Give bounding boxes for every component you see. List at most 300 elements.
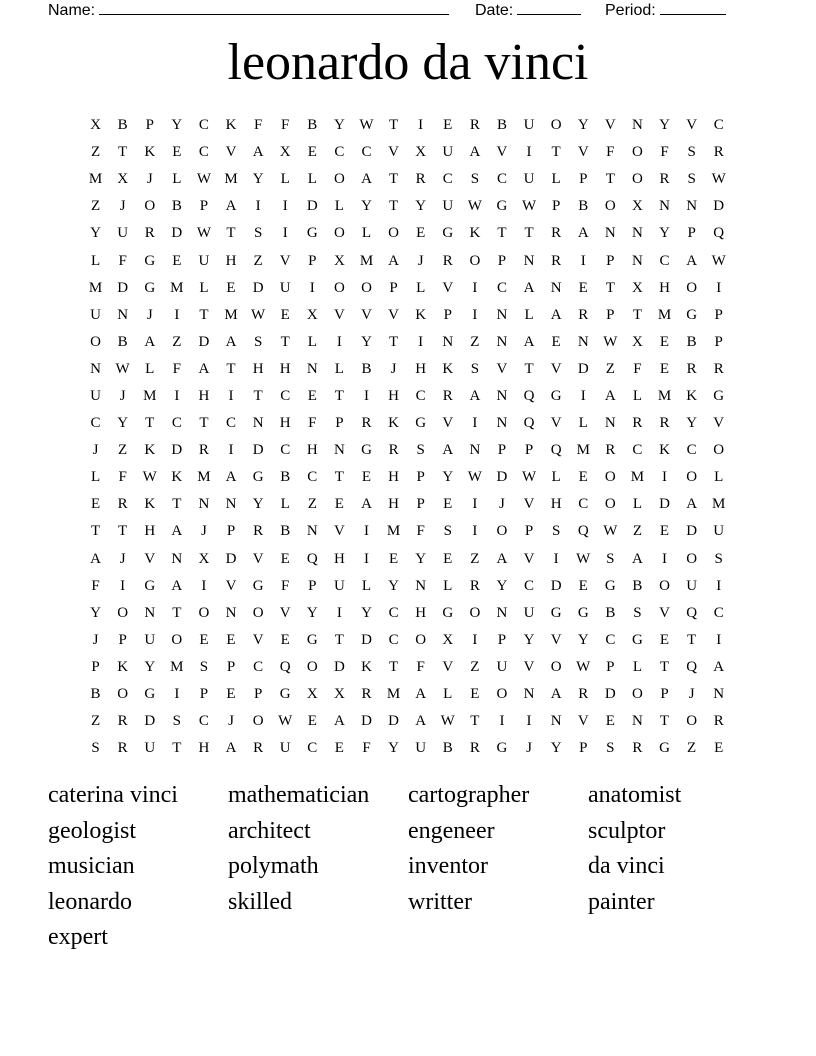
grid-letter[interactable]: T	[253, 387, 263, 404]
grid-letter[interactable]: C	[713, 604, 724, 621]
grid-letter[interactable]: S	[91, 740, 100, 757]
grid-letter[interactable]: C	[496, 171, 507, 188]
grid-letter[interactable]: G	[144, 252, 156, 269]
grid-letter[interactable]: U	[496, 658, 508, 675]
grid-letter[interactable]: D	[252, 442, 264, 459]
grid-letter[interactable]: C	[307, 740, 318, 757]
grid-letter[interactable]: V	[442, 279, 454, 296]
grid-letter[interactable]: E	[578, 577, 588, 594]
grid-letter[interactable]: R	[361, 686, 372, 703]
grid-letter[interactable]: F	[308, 415, 317, 432]
grid-letter[interactable]: G	[686, 306, 698, 323]
grid-letter[interactable]: Q	[279, 658, 291, 675]
grid-letter[interactable]: L	[280, 171, 290, 188]
grid-letter[interactable]: T	[388, 198, 399, 215]
grid-letter[interactable]: C	[388, 631, 399, 648]
grid-letter[interactable]: L	[334, 198, 344, 215]
grid-letter[interactable]: O	[496, 523, 508, 540]
grid-letter[interactable]: O	[686, 713, 698, 730]
grid-letter[interactable]: E	[416, 225, 426, 242]
grid-letter[interactable]: U	[279, 740, 291, 757]
grid-letter[interactable]: A	[713, 658, 725, 675]
grid-letter[interactable]: N	[577, 333, 589, 350]
grid-letter[interactable]: V	[550, 415, 562, 432]
grid-letter[interactable]: C	[226, 415, 237, 432]
grid-letter[interactable]: E	[443, 550, 453, 567]
grid-letter[interactable]: H	[279, 360, 291, 377]
grid-letter[interactable]: L	[90, 469, 101, 486]
grid-letter[interactable]: R	[551, 225, 562, 242]
grid-letter[interactable]: A	[415, 713, 427, 730]
grid-letter[interactable]: R	[469, 577, 480, 594]
grid-letter[interactable]: N	[604, 225, 616, 242]
grid-letter[interactable]: I	[228, 442, 234, 459]
grid-letter[interactable]: N	[496, 306, 508, 323]
grid-letter[interactable]: D	[171, 225, 183, 242]
grid-letter[interactable]: P	[606, 306, 615, 323]
grid-letter[interactable]: D	[117, 279, 129, 296]
grid-letter[interactable]: Z	[470, 333, 480, 350]
grid-letter[interactable]: I	[499, 713, 505, 730]
grid-letter[interactable]: L	[280, 496, 290, 513]
grid-letter[interactable]: F	[172, 360, 181, 377]
grid-letter[interactable]: I	[255, 198, 261, 215]
grid-letter[interactable]: S	[606, 740, 615, 757]
grid-letter[interactable]: C	[578, 496, 589, 513]
grid-letter[interactable]: R	[713, 713, 724, 730]
grid-letter[interactable]: A	[333, 713, 345, 730]
grid-letter[interactable]: J	[499, 496, 505, 513]
grid-letter[interactable]: T	[90, 523, 101, 540]
grid-letter[interactable]: V	[252, 550, 264, 567]
grid-letter[interactable]: K	[469, 225, 481, 242]
grid-letter[interactable]: Y	[523, 631, 535, 648]
grid-letter[interactable]: O	[469, 604, 481, 621]
grid-letter[interactable]: O	[686, 469, 698, 486]
grid-letter[interactable]: I	[580, 252, 586, 269]
grid-letter[interactable]: R	[117, 713, 128, 730]
grid-letter[interactable]: E	[443, 117, 453, 134]
grid-letter[interactable]: M	[143, 387, 157, 404]
grid-letter[interactable]: T	[334, 387, 344, 404]
grid-letter[interactable]: E	[578, 469, 588, 486]
grid-letter[interactable]: W	[467, 198, 482, 215]
grid-letter[interactable]: Y	[333, 117, 345, 134]
grid-letter[interactable]: E	[659, 523, 670, 540]
grid-letter[interactable]: A	[469, 144, 481, 161]
grid-letter[interactable]: Y	[306, 604, 318, 621]
grid-letter[interactable]: J	[119, 387, 126, 404]
grid-letter[interactable]: W	[711, 252, 726, 269]
grid-letter[interactable]: P	[606, 658, 615, 675]
grid-letter[interactable]: E	[578, 279, 588, 296]
grid-letter[interactable]: D	[496, 469, 508, 486]
grid-letter[interactable]: B	[578, 198, 589, 215]
grid-letter[interactable]: S	[416, 442, 425, 459]
grid-letter[interactable]: I	[472, 496, 478, 513]
grid-letter[interactable]: T	[118, 144, 128, 161]
grid-letter[interactable]: T	[172, 740, 182, 757]
grid-letter[interactable]: B	[280, 523, 291, 540]
grid-letter[interactable]: D	[306, 198, 318, 215]
grid-letter[interactable]: I	[120, 577, 126, 594]
grid-letter[interactable]: U	[713, 523, 725, 540]
grid-letter[interactable]: L	[361, 225, 372, 242]
grid-letter[interactable]: N	[306, 523, 318, 540]
grid-letter[interactable]: A	[632, 550, 643, 567]
grid-letter[interactable]: H	[306, 442, 318, 459]
grid-letter[interactable]: V	[442, 658, 454, 675]
grid-letter[interactable]: C	[632, 442, 643, 459]
grid-letter[interactable]: A	[90, 550, 101, 567]
grid-letter[interactable]: V	[333, 523, 345, 540]
grid-letter[interactable]: R	[469, 117, 480, 134]
grid-letter[interactable]: W	[521, 198, 537, 215]
grid-letter[interactable]: R	[442, 252, 453, 269]
grid-letter[interactable]: E	[307, 713, 317, 730]
grid-letter[interactable]: M	[88, 279, 103, 296]
grid-letter[interactable]: A	[686, 496, 698, 513]
grid-letter[interactable]: I	[282, 225, 288, 242]
grid-letter[interactable]: O	[90, 333, 101, 350]
grid-letter[interactable]: X	[333, 686, 345, 703]
grid-letter[interactable]: N	[171, 550, 183, 567]
grid-letter[interactable]: G	[577, 604, 589, 621]
grid-letter[interactable]: A	[225, 740, 237, 757]
grid-letter[interactable]: M	[657, 306, 672, 323]
grid-letter[interactable]: W	[576, 550, 591, 567]
grid-letter[interactable]: N	[225, 496, 237, 513]
grid-letter[interactable]: G	[252, 577, 264, 594]
grid-letter[interactable]: S	[470, 360, 480, 377]
grid-letter[interactable]: W	[521, 469, 537, 486]
name-blank-line[interactable]	[99, 0, 449, 15]
grid-letter[interactable]: B	[361, 360, 372, 377]
grid-letter[interactable]: J	[146, 171, 153, 188]
grid-letter[interactable]: I	[580, 387, 586, 404]
grid-letter[interactable]: I	[662, 550, 668, 567]
grid-letter[interactable]: L	[416, 279, 426, 296]
grid-letter[interactable]: C	[496, 279, 507, 296]
grid-letter[interactable]: S	[606, 550, 615, 567]
grid-letter[interactable]: E	[443, 496, 453, 513]
grid-letter[interactable]: G	[496, 740, 508, 757]
grid-letter[interactable]: O	[496, 686, 508, 703]
grid-letter[interactable]: B	[496, 117, 507, 134]
grid-letter[interactable]: E	[280, 631, 290, 648]
grid-letter[interactable]: Z	[90, 198, 101, 215]
grid-letter[interactable]: M	[630, 469, 645, 486]
grid-letter[interactable]: B	[171, 198, 182, 215]
grid-letter[interactable]: R	[551, 252, 562, 269]
grid-letter[interactable]: O	[686, 279, 698, 296]
grid-letter[interactable]: G	[659, 740, 670, 757]
grid-letter[interactable]: Y	[388, 577, 399, 594]
grid-letter[interactable]: J	[92, 442, 99, 459]
grid-letter[interactable]: C	[659, 252, 670, 269]
grid-letter[interactable]: D	[713, 198, 725, 215]
grid-letter[interactable]: G	[604, 577, 616, 594]
grid-letter[interactable]: C	[90, 415, 101, 432]
grid-letter[interactable]: P	[551, 198, 561, 215]
grid-letter[interactable]: N	[442, 333, 454, 350]
grid-letter[interactable]: O	[550, 658, 562, 675]
grid-letter[interactable]: K	[144, 442, 156, 459]
grid-letter[interactable]: R	[578, 686, 589, 703]
grid-letter[interactable]: D	[577, 360, 589, 377]
grid-letter[interactable]: S	[633, 604, 642, 621]
grid-letter[interactable]: R	[388, 442, 399, 459]
grid-letter[interactable]: Q	[523, 415, 535, 432]
grid-letter[interactable]: U	[144, 740, 156, 757]
grid-letter[interactable]: V	[388, 306, 399, 323]
grid-letter[interactable]: W	[278, 713, 293, 730]
grid-letter[interactable]: P	[443, 306, 452, 323]
grid-letter[interactable]: B	[632, 577, 643, 594]
grid-letter[interactable]: D	[198, 333, 210, 350]
grid-letter[interactable]: O	[144, 198, 156, 215]
grid-letter[interactable]: M	[170, 279, 184, 296]
grid-letter[interactable]: V	[252, 631, 264, 648]
grid-letter[interactable]: I	[363, 550, 369, 567]
grid-letter[interactable]: C	[686, 442, 697, 459]
grid-letter[interactable]: N	[523, 686, 535, 703]
grid-letter[interactable]: Z	[470, 550, 480, 567]
grid-letter[interactable]: K	[388, 415, 399, 432]
grid-letter[interactable]: A	[144, 333, 156, 350]
grid-letter[interactable]: X	[306, 306, 318, 323]
grid-letter[interactable]: X	[442, 631, 454, 648]
grid-letter[interactable]: G	[306, 631, 318, 648]
grid-letter[interactable]: L	[632, 496, 642, 513]
grid-letter[interactable]: T	[118, 523, 128, 540]
grid-letter[interactable]: V	[577, 713, 589, 730]
grid-letter[interactable]: I	[472, 415, 478, 432]
grid-letter[interactable]: K	[442, 360, 454, 377]
grid-letter[interactable]: V	[659, 604, 670, 621]
grid-letter[interactable]: R	[713, 360, 724, 377]
grid-letter[interactable]: E	[361, 469, 372, 486]
grid-letter[interactable]: H	[388, 496, 399, 513]
grid-letter[interactable]: C	[198, 117, 209, 134]
grid-letter[interactable]: D	[144, 713, 156, 730]
grid-letter[interactable]: I	[282, 198, 288, 215]
grid-letter[interactable]: A	[415, 686, 427, 703]
grid-letter[interactable]: B	[90, 686, 101, 703]
grid-letter[interactable]: U	[442, 198, 454, 215]
grid-letter[interactable]: F	[281, 577, 290, 594]
grid-letter[interactable]: H	[415, 360, 427, 377]
grid-letter[interactable]: O	[415, 631, 427, 648]
grid-letter[interactable]: T	[687, 631, 697, 648]
grid-letter[interactable]: T	[145, 415, 155, 432]
grid-letter[interactable]: E	[334, 496, 344, 513]
grid-letter[interactable]: Z	[90, 144, 101, 161]
grid-letter[interactable]: T	[388, 333, 399, 350]
grid-letter[interactable]: U	[523, 171, 535, 188]
grid-letter[interactable]: O	[632, 686, 643, 703]
grid-letter[interactable]: A	[361, 171, 372, 188]
grid-letter[interactable]: L	[90, 252, 101, 269]
grid-letter[interactable]: E	[334, 740, 344, 757]
grid-letter[interactable]: V	[523, 550, 535, 567]
grid-letter[interactable]: F	[606, 144, 615, 161]
grid-letter[interactable]: C	[280, 387, 291, 404]
grid-letter[interactable]: E	[659, 333, 670, 350]
grid-letter[interactable]: O	[361, 279, 372, 296]
grid-letter[interactable]: N	[659, 198, 670, 215]
grid-letter[interactable]: L	[307, 333, 317, 350]
grid-letter[interactable]: W	[467, 469, 482, 486]
grid-letter[interactable]: R	[253, 523, 264, 540]
grid-letter[interactable]: I	[472, 631, 478, 648]
grid-letter[interactable]: S	[687, 144, 696, 161]
grid-letter[interactable]: J	[119, 550, 126, 567]
grid-letter[interactable]: O	[333, 171, 345, 188]
grid-letter[interactable]: J	[688, 686, 695, 703]
grid-letter[interactable]: N	[632, 713, 643, 730]
grid-letter[interactable]: N	[632, 117, 643, 134]
grid-letter[interactable]: H	[659, 279, 670, 296]
grid-letter[interactable]: B	[117, 117, 128, 134]
grid-letter[interactable]: K	[686, 387, 698, 404]
grid-letter[interactable]: G	[713, 387, 725, 404]
grid-letter[interactable]: Y	[90, 604, 101, 621]
period-field[interactable]	[605, 0, 726, 20]
grid-letter[interactable]: M	[170, 658, 184, 675]
grid-letter[interactable]: M	[359, 252, 374, 269]
grid-letter[interactable]: F	[281, 117, 290, 134]
grid-letter[interactable]: D	[171, 442, 183, 459]
grid-letter[interactable]: I	[662, 469, 668, 486]
grid-letter[interactable]: H	[333, 550, 345, 567]
grid-letter[interactable]: I	[418, 117, 424, 134]
grid-letter[interactable]: A	[523, 279, 535, 296]
grid-letter[interactable]: H	[388, 469, 399, 486]
grid-letter[interactable]: P	[226, 523, 236, 540]
grid-letter[interactable]: Y	[442, 469, 454, 486]
grid-letter[interactable]: J	[92, 631, 99, 648]
grid-letter[interactable]: N	[469, 442, 481, 459]
grid-letter[interactable]: G	[442, 225, 454, 242]
grid-letter[interactable]: S	[172, 713, 181, 730]
grid-letter[interactable]: N	[144, 604, 156, 621]
grid-letter[interactable]: P	[606, 252, 615, 269]
grid-letter[interactable]: T	[280, 333, 290, 350]
grid-letter[interactable]: I	[174, 306, 180, 323]
grid-letter[interactable]: T	[226, 225, 236, 242]
grid-letter[interactable]: G	[144, 577, 156, 594]
grid-letter[interactable]: V	[333, 306, 345, 323]
grid-letter[interactable]: L	[443, 686, 453, 703]
grid-letter[interactable]: J	[526, 740, 532, 757]
grid-letter[interactable]: Y	[496, 577, 508, 594]
grid-letter[interactable]: Y	[550, 740, 562, 757]
grid-letter[interactable]: Q	[550, 442, 562, 459]
grid-letter[interactable]: L	[551, 171, 561, 188]
grid-letter[interactable]: Q	[686, 658, 698, 675]
grid-letter[interactable]: G	[306, 225, 318, 242]
grid-letter[interactable]: I	[363, 387, 369, 404]
grid-letter[interactable]: F	[91, 577, 100, 594]
grid-letter[interactable]: N	[632, 252, 643, 269]
grid-letter[interactable]: D	[604, 686, 616, 703]
grid-letter[interactable]: E	[280, 306, 290, 323]
grid-letter[interactable]: F	[253, 117, 263, 134]
grid-letter[interactable]: D	[550, 577, 562, 594]
grid-letter[interactable]: T	[388, 658, 399, 675]
grid-letter[interactable]: Z	[605, 360, 615, 377]
grid-letter[interactable]: U	[523, 117, 535, 134]
grid-letter[interactable]: S	[253, 225, 263, 242]
grid-letter[interactable]: V	[279, 604, 291, 621]
grid-letter[interactable]: P	[118, 631, 127, 648]
grid-letter[interactable]: O	[550, 117, 562, 134]
grid-letter[interactable]: E	[659, 631, 670, 648]
grid-letter[interactable]: O	[686, 550, 698, 567]
grid-letter[interactable]: O	[333, 279, 345, 296]
grid-letter[interactable]: N	[306, 360, 318, 377]
grid-letter[interactable]: R	[659, 415, 670, 432]
grid-letter[interactable]: N	[550, 279, 562, 296]
grid-letter[interactable]: J	[417, 252, 424, 269]
grid-letter[interactable]: A	[604, 387, 616, 404]
grid-letter[interactable]: G	[415, 415, 427, 432]
grid-letter[interactable]: A	[550, 686, 562, 703]
grid-letter[interactable]: T	[172, 496, 182, 513]
grid-letter[interactable]: J	[201, 523, 207, 540]
grid-letter[interactable]: K	[659, 442, 670, 459]
grid-letter[interactable]: N	[198, 496, 210, 513]
grid-letter[interactable]: I	[336, 333, 342, 350]
grid-letter[interactable]: J	[146, 306, 153, 323]
grid-letter[interactable]: R	[659, 171, 670, 188]
grid-letter[interactable]: N	[333, 442, 345, 459]
grid-letter[interactable]: K	[361, 658, 372, 675]
grid-letter[interactable]: Y	[361, 333, 372, 350]
grid-letter[interactable]: C	[334, 144, 345, 161]
grid-letter[interactable]: O	[388, 225, 399, 242]
grid-letter[interactable]: T	[199, 306, 209, 323]
grid-letter[interactable]: E	[172, 144, 182, 161]
grid-letter[interactable]: Y	[252, 496, 264, 513]
grid-letter[interactable]: Y	[252, 171, 264, 188]
grid-letter[interactable]: V	[604, 117, 616, 134]
grid-letter[interactable]: P	[660, 686, 669, 703]
grid-letter[interactable]: P	[524, 442, 534, 459]
grid-letter[interactable]: Y	[686, 415, 698, 432]
grid-letter[interactable]: R	[713, 144, 724, 161]
grid-letter[interactable]: A	[361, 496, 372, 513]
grid-letter[interactable]: A	[225, 333, 237, 350]
grid-letter[interactable]: O	[333, 225, 345, 242]
grid-letter[interactable]: P	[714, 306, 723, 323]
grid-letter[interactable]: O	[632, 144, 643, 161]
grid-letter[interactable]: V	[279, 252, 291, 269]
grid-letter[interactable]: O	[117, 604, 129, 621]
grid-letter[interactable]: Y	[90, 225, 101, 242]
grid-letter[interactable]: S	[199, 658, 209, 675]
grid-letter[interactable]: B	[117, 333, 128, 350]
grid-letter[interactable]: I	[201, 577, 207, 594]
grid-letter[interactable]: G	[252, 469, 264, 486]
grid-letter[interactable]: C	[361, 144, 372, 161]
grid-letter[interactable]: N	[415, 577, 427, 594]
grid-letter[interactable]: G	[550, 604, 562, 621]
grid-letter[interactable]: I	[309, 279, 315, 296]
grid-letter[interactable]: N	[550, 713, 562, 730]
grid-letter[interactable]: L	[172, 171, 182, 188]
